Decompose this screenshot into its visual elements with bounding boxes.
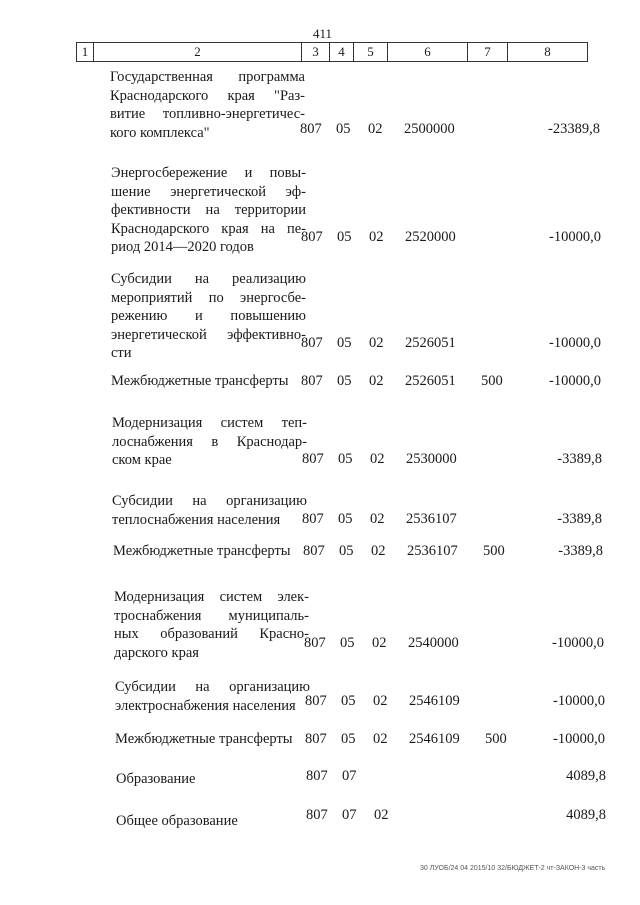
row-name-line: риод 2014—2020 годов (111, 239, 254, 255)
row-code-c5: 02 (370, 451, 385, 467)
row-amount: -10000,0 (549, 373, 601, 389)
row-name-line: Общее образование (116, 813, 238, 829)
row-name-line: электроснабжения населения (115, 697, 296, 714)
row-code-c5: 02 (369, 373, 384, 389)
row-code-c4: 07 (342, 768, 357, 784)
row-code-c4: 05 (336, 121, 351, 137)
row-code-c5: 02 (373, 693, 388, 709)
page-number: 411 (313, 26, 333, 41)
row-code-c5: 02 (374, 807, 389, 823)
row-code-c3: 807 (302, 511, 324, 527)
row-code-c6: 2536107 (407, 543, 458, 559)
row-amount: -10000,0 (553, 731, 605, 747)
row-code-c3: 807 (306, 768, 328, 784)
row-name-line: Образование (116, 771, 196, 787)
row-code-c7: 500 (485, 731, 507, 747)
row-name-line: дарского края (114, 644, 199, 661)
row-code-c5: 02 (373, 731, 388, 747)
row-name-line: режению и повышению (111, 308, 306, 324)
row-code-c6: 2540000 (408, 635, 459, 651)
row-name-line: Межбюджетные трансферты (113, 543, 291, 559)
row-amount: -23389,8 (548, 121, 600, 137)
row-code-c4: 05 (341, 731, 356, 747)
row-name (112, 414, 307, 470)
row-amount: 4089,8 (566, 807, 606, 823)
row-code-c6: 2546109 (409, 693, 460, 709)
row-code-c3: 807 (304, 635, 326, 651)
row-code-c5: 02 (369, 335, 384, 351)
header-col-6: 6 (387, 43, 467, 61)
row-name (111, 270, 306, 363)
row-code-c6: 2526051 (405, 373, 456, 389)
row-name (112, 492, 307, 529)
row-name-line: фективности на территории (111, 202, 306, 218)
row-code-c3: 807 (302, 451, 324, 467)
row-name (116, 812, 311, 831)
row-name-line: Субсидии на организацию (115, 679, 310, 695)
row-code-c3: 807 (305, 693, 327, 709)
row-code-c6: 2530000 (406, 451, 457, 467)
row-code-c5: 02 (370, 511, 385, 527)
footer-code: 30 ЛУОБ/24 04 2015/10 32/БЮДЖЕТ-2 чт-ЗАКОН-3 часть (420, 865, 606, 872)
row-name-line: Государственная программа (110, 69, 305, 85)
header-col-1: 1 (81, 44, 89, 59)
row-code-c5: 02 (372, 635, 387, 651)
row-amount: -10000,0 (552, 635, 604, 651)
row-name (116, 770, 311, 789)
row-name (110, 68, 305, 142)
row-name (115, 730, 310, 749)
row-code-c3: 807 (301, 229, 323, 245)
row-name-line: шение энергетической эф- (111, 183, 306, 200)
row-name-line: троснабжения муниципаль- (114, 607, 309, 624)
row-name-line: Краснодарского края на пе- (111, 220, 306, 237)
row-name-line: Энергосбережение и повы- (111, 165, 306, 181)
row-name-line: Межбюджетные трансферты (115, 731, 293, 747)
row-code-c3: 807 (306, 807, 328, 823)
row-code-c3: 807 (301, 373, 323, 389)
row-code-c3: 807 (303, 543, 325, 559)
row-amount: -3389,8 (557, 511, 602, 527)
row-name (113, 542, 308, 561)
row-name (115, 678, 310, 715)
row-name-line: Краснодарского края "Раз- (110, 87, 305, 104)
row-code-c5: 02 (371, 543, 386, 559)
row-amount: -3389,8 (558, 543, 603, 559)
row-code-c3: 807 (305, 731, 327, 747)
row-code-c6: 2500000 (404, 121, 455, 137)
header-col-2: 2 (93, 43, 301, 61)
row-code-c6: 2536107 (406, 511, 457, 527)
table-header (76, 42, 588, 62)
row-name-line: мероприятий по энергосбе- (111, 289, 306, 306)
row-code-c4: 05 (337, 373, 352, 389)
row-code-c4: 05 (338, 451, 353, 467)
row-name-line: Модернизация систем теп- (112, 415, 307, 431)
row-name (114, 588, 309, 662)
row-name-line: витие топливно-энергетичес- (110, 106, 305, 122)
header-col-5: 5 (353, 43, 387, 61)
row-amount: -3389,8 (557, 451, 602, 467)
row-code-c6: 2526051 (405, 335, 456, 351)
row-code-c7: 500 (481, 373, 503, 389)
row-code-c3: 807 (301, 335, 323, 351)
row-name-line: лоснабжения в Краснодар- (112, 433, 307, 450)
header-col-7: 7 (467, 43, 507, 61)
row-code-c7: 500 (483, 543, 505, 559)
row-code-c4: 05 (340, 635, 355, 651)
row-amount: 4089,8 (566, 768, 606, 784)
row-amount: -10000,0 (553, 693, 605, 709)
row-amount: -10000,0 (549, 229, 601, 245)
row-code-c5: 02 (368, 121, 383, 137)
row-amount: -10000,0 (549, 335, 601, 351)
row-name (111, 164, 306, 257)
row-code-c4: 05 (337, 335, 352, 351)
row-code-c5: 02 (369, 229, 384, 245)
row-name-line: сти (111, 345, 132, 361)
row-name-line: энергетической эффективно- (111, 326, 306, 343)
row-code-c6: 2546109 (409, 731, 460, 747)
row-name-line: теплоснабжения населения (112, 511, 281, 528)
row-name-line: ных образований Красно- (114, 626, 309, 642)
row-code-c3: 807 (300, 121, 322, 137)
row-name-line: Модернизация систем элек- (114, 589, 309, 605)
row-name-line: Субсидии на реализацию (111, 271, 306, 287)
header-col-3: 3 (301, 43, 329, 61)
row-code-c4: 05 (337, 229, 352, 245)
row-name-line: Межбюджетные трансферты (111, 373, 289, 389)
row-code-c6: 2520000 (405, 229, 456, 245)
header-col-4: 4 (329, 43, 353, 61)
row-code-c4: 05 (339, 543, 354, 559)
row-name-line: ском крае (112, 452, 172, 468)
row-code-c4: 05 (341, 693, 356, 709)
row-code-c4: 07 (342, 807, 357, 823)
header-col-8: 8 (507, 43, 587, 61)
row-name (111, 372, 306, 391)
row-name-line: Субсидии на организацию (112, 493, 307, 509)
row-name-line: кого комплекса" (110, 124, 210, 141)
row-code-c4: 05 (338, 511, 353, 527)
